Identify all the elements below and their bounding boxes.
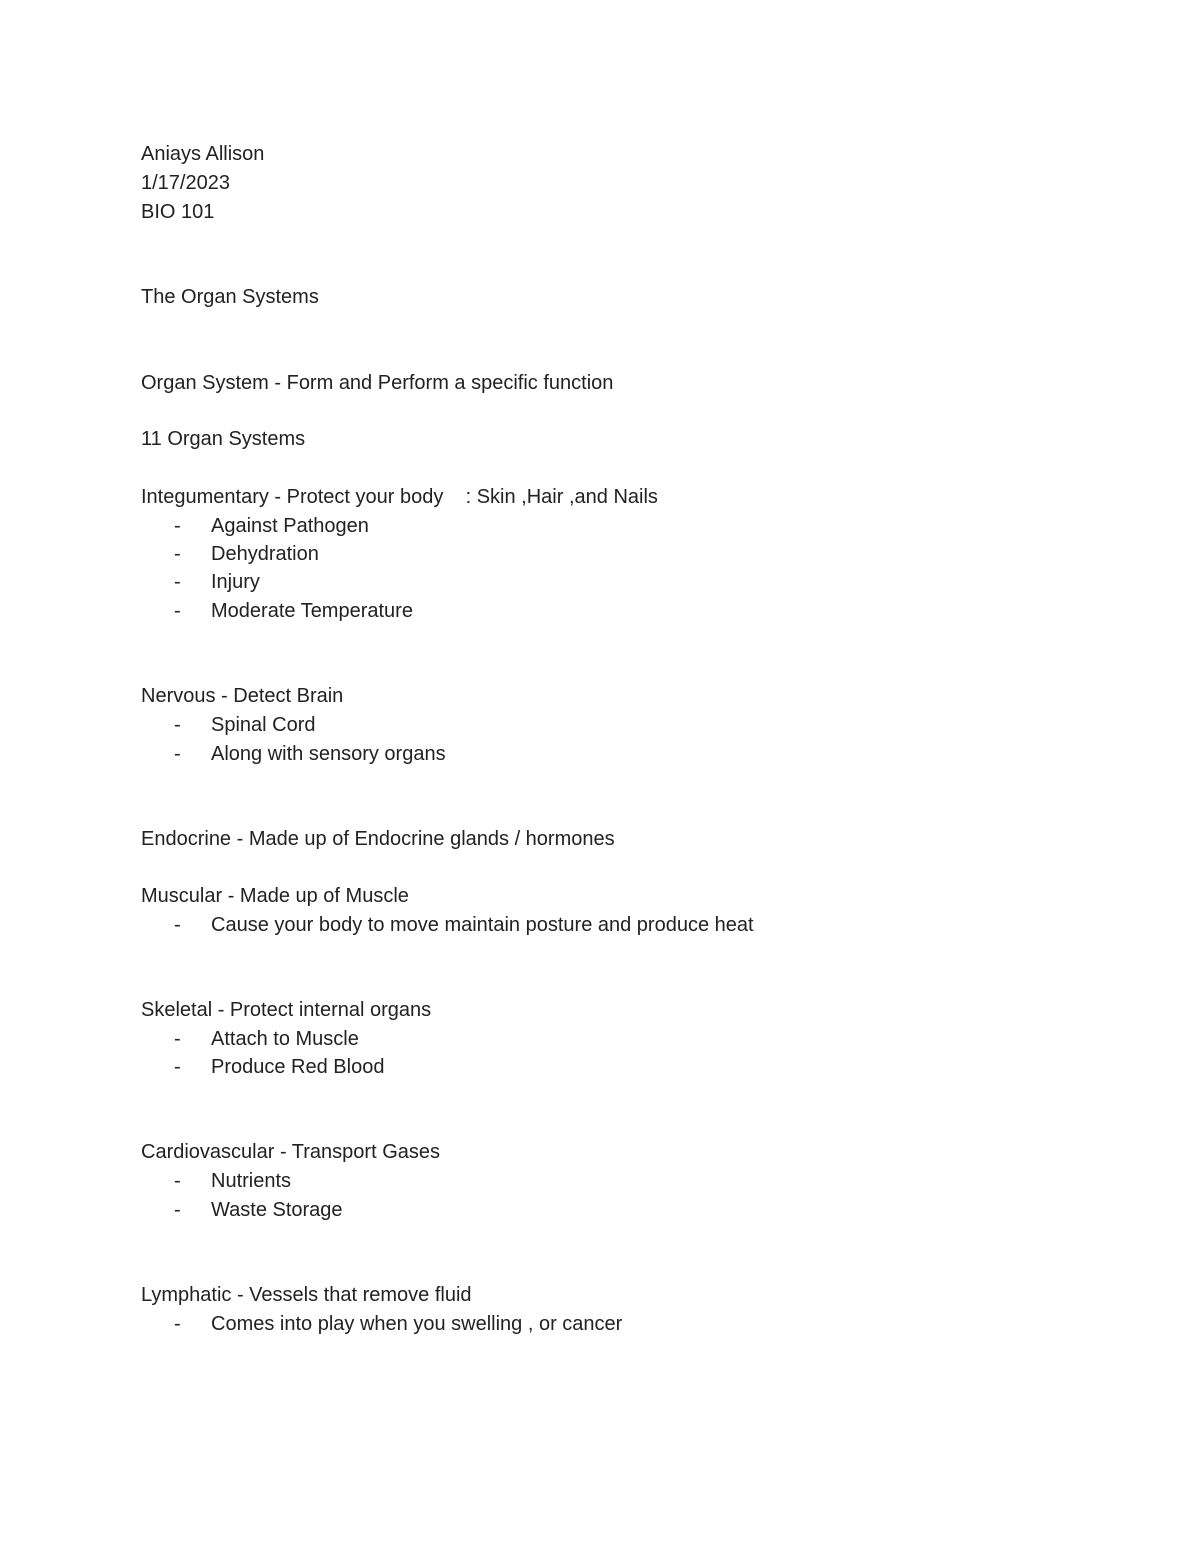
list-item: Against Pathogen [211, 515, 369, 537]
bullet-marker: - [174, 600, 181, 622]
system-heading-nervous: Nervous - Detect Brain [141, 685, 344, 707]
list-item: Produce Red Blood [211, 1056, 385, 1078]
system-heading-endocrine: Endocrine - Made up of Endocrine glands / hormones [141, 828, 615, 850]
bullet-marker: - [174, 743, 181, 765]
bullet-marker: - [174, 515, 181, 537]
list-item: Spinal Cord [211, 714, 316, 736]
bullet-marker: - [174, 543, 181, 565]
list-item: Cause your body to move maintain posture and produce heat [211, 914, 754, 936]
bullet-marker: - [174, 571, 181, 593]
bullet-marker: - [174, 1028, 181, 1050]
author-name: Aniays Allison [141, 143, 265, 165]
list-item: Moderate Temperature [211, 600, 413, 622]
list-item: Injury [211, 571, 260, 593]
list-item: Along with sensory organs [211, 743, 446, 765]
list-item: Nutrients [211, 1170, 292, 1192]
definition-line: Organ System - Form and Perform a specific function [141, 372, 614, 394]
bullet-marker: - [174, 1170, 181, 1192]
list-item: Waste Storage [211, 1199, 343, 1221]
document-title: The Organ Systems [141, 286, 319, 308]
system-heading-skeletal: Skeletal - Protect internal organs [141, 999, 432, 1021]
bullet-marker: - [174, 1056, 181, 1078]
system-count: 11 Organ Systems [141, 428, 306, 450]
list-item: Attach to Muscle [211, 1028, 359, 1050]
system-heading-lymphatic: Lymphatic - Vessels that remove fluid [141, 1284, 472, 1306]
system-heading-muscular: Muscular - Made up of Muscle [141, 885, 409, 907]
course-code: BIO 101 [141, 201, 215, 223]
bullet-marker: - [174, 1313, 181, 1335]
document-date: 1/17/2023 [141, 172, 230, 194]
bullet-marker: - [174, 714, 181, 736]
system-heading-cardiovascular: Cardiovascular - Transport Gases [141, 1141, 441, 1163]
list-item: Dehydration [211, 543, 319, 565]
bullet-marker: - [174, 1199, 181, 1221]
list-item: Comes into play when you swelling , or cancer [211, 1313, 623, 1335]
system-heading-integumentary: Integumentary - Protect your body : Skin ,Hair ,and Nails [141, 486, 658, 508]
bullet-marker: - [174, 914, 181, 936]
